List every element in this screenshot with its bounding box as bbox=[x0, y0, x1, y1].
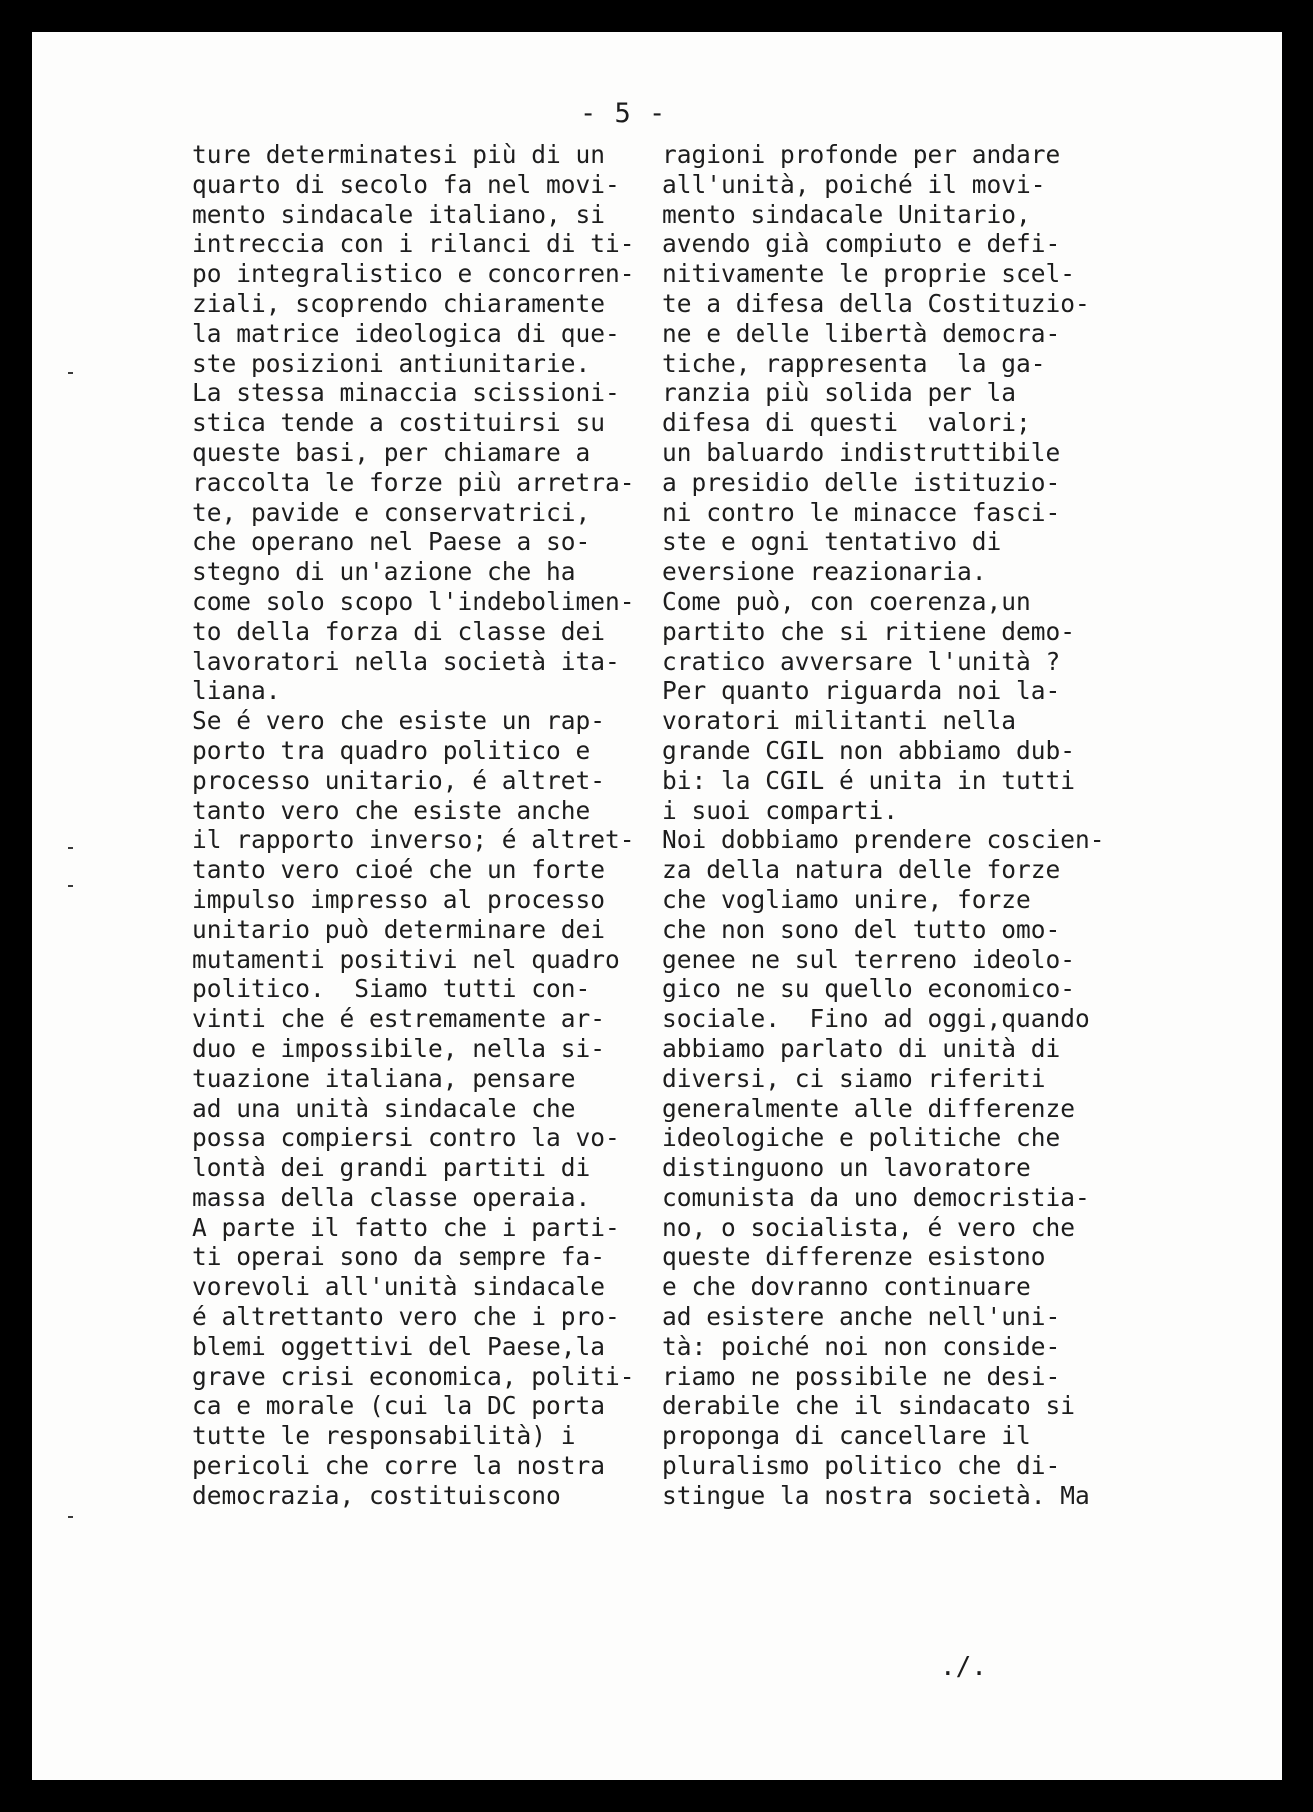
text-line: gico ne su quello economico- bbox=[662, 974, 1076, 1004]
text-line: tanto vero che esiste anche bbox=[192, 795, 591, 825]
text-line: che operano nel Paese a so- bbox=[192, 527, 591, 557]
text-line: te a difesa della Costituzio- bbox=[662, 288, 1090, 318]
continuation-mark: ./. bbox=[940, 1652, 987, 1682]
text-line: pluralismo politico che di- bbox=[662, 1451, 1061, 1481]
text-line: vinti che é estremamente ar- bbox=[192, 1004, 606, 1034]
text-line: tanto vero cioé che un forte bbox=[192, 855, 606, 885]
text-line: mento sindacale Unitario, bbox=[662, 199, 1031, 229]
text-line: Se é vero che esiste un rap- bbox=[192, 706, 606, 736]
text-line: intreccia con i rilanci di ti- bbox=[192, 229, 635, 259]
text-line: Per quanto riguarda noi la- bbox=[662, 676, 1061, 706]
text-line: impulso impresso al processo bbox=[192, 884, 606, 914]
text-line: za della natura delle forze bbox=[662, 855, 1061, 885]
text-line: partito che si ritiene demo- bbox=[662, 616, 1076, 646]
text-line: unitario può determinare dei bbox=[192, 914, 606, 944]
text-line: liana. bbox=[192, 676, 281, 706]
text-line: tuazione italiana, pensare bbox=[192, 1063, 576, 1093]
text-line: no, o socialista, é vero che bbox=[662, 1212, 1076, 1242]
text-line: i suoi comparti. bbox=[662, 795, 899, 825]
text-line: genee ne sul terreno ideolo- bbox=[662, 944, 1076, 974]
text-line: ideologiche e politiche che bbox=[662, 1123, 1061, 1153]
text-line: proponga di cancellare il bbox=[662, 1421, 1031, 1451]
text-line: generalmente alle differenze bbox=[662, 1093, 1076, 1123]
text-line: un baluardo indistruttibile bbox=[662, 437, 1061, 467]
page-number: - 5 - bbox=[580, 98, 667, 129]
text-line: comunista da uno democristia- bbox=[662, 1182, 1090, 1212]
text-line: tiche, rappresenta la ga- bbox=[662, 348, 1046, 378]
text-line: distinguono un lavoratore bbox=[662, 1153, 1031, 1183]
text-line: che vogliamo unire, forze bbox=[662, 884, 1031, 914]
text-line: avendo già compiuto e defi- bbox=[662, 229, 1061, 259]
text-line: pericoli che corre la nostra bbox=[192, 1451, 606, 1481]
margin-tick bbox=[68, 847, 73, 849]
text-line: come solo scopo l'indebolimen- bbox=[192, 586, 635, 616]
text-line: ste e ogni tentativo di bbox=[662, 527, 1002, 557]
text-line: po integralistico e concorren- bbox=[192, 259, 635, 289]
text-line: difesa di questi valori; bbox=[662, 408, 1031, 438]
text-line: porto tra quadro politico e bbox=[192, 735, 591, 765]
text-line: Come può, con coerenza,un bbox=[662, 586, 1031, 616]
text-line: tà: poiché noi non conside- bbox=[662, 1331, 1061, 1361]
text-line: to della forza di classe dei bbox=[192, 616, 606, 646]
text-line: abbiamo parlato di unità di bbox=[662, 1033, 1061, 1063]
margin-tick bbox=[68, 1516, 73, 1518]
text-line: quarto di secolo fa nel movi- bbox=[192, 169, 620, 199]
text-line: queste basi, per chiamare a bbox=[192, 437, 591, 467]
text-line: ste posizioni antiunitarie. bbox=[192, 348, 591, 378]
text-line: La stessa minaccia scissioni- bbox=[192, 378, 620, 408]
text-line: mento sindacale italiano, si bbox=[192, 199, 606, 229]
text-line: ad esistere anche nell'uni- bbox=[662, 1302, 1061, 1332]
margin-tick bbox=[68, 885, 73, 887]
text-line: mutamenti positivi nel quadro bbox=[192, 944, 620, 974]
text-line: raccolta le forze più arretra- bbox=[192, 467, 635, 497]
text-line: stegno di un'azione che ha bbox=[192, 557, 576, 587]
text-line: duo e impossibile, nella si- bbox=[192, 1033, 606, 1063]
text-line: ziali, scoprendo chiaramente bbox=[192, 288, 606, 318]
text-line: a presidio delle istituzio- bbox=[662, 467, 1061, 497]
text-line: ti operai sono da sempre fa- bbox=[192, 1242, 606, 1272]
text-line: democrazia, costituiscono bbox=[192, 1480, 561, 1510]
text-line: possa compiersi contro la vo- bbox=[192, 1123, 620, 1153]
text-line: stingue la nostra società. Ma bbox=[662, 1480, 1090, 1510]
text-column-right bbox=[662, 140, 1105, 1511]
text-line: all'unità, poiché il movi- bbox=[662, 169, 1046, 199]
text-line: grande CGIL non abbiamo dub- bbox=[662, 735, 1076, 765]
text-line: cratico avversare l'unità ? bbox=[662, 646, 1061, 676]
text-line: politico. Siamo tutti con- bbox=[192, 974, 591, 1004]
text-line: Noi dobbiamo prendere coscien- bbox=[662, 825, 1105, 855]
margin-tick bbox=[68, 372, 73, 374]
text-line: diversi, ci siamo riferiti bbox=[662, 1063, 1046, 1093]
text-line: e che dovranno continuare bbox=[662, 1272, 1031, 1302]
text-line: massa della classe operaia. bbox=[192, 1182, 591, 1212]
text-line: ni contro le minacce fasci- bbox=[662, 497, 1061, 527]
text-line: lavoratori nella società ita- bbox=[192, 646, 620, 676]
text-line: ad una unità sindacale che bbox=[192, 1093, 576, 1123]
text-line: voratori militanti nella bbox=[662, 706, 1017, 736]
text-line: é altrettanto vero che i pro- bbox=[192, 1302, 620, 1332]
text-line: riamo ne possibile ne desi- bbox=[662, 1361, 1061, 1391]
text-line: il rapporto inverso; é altret- bbox=[192, 825, 635, 855]
text-line: sociale. Fino ad oggi,quando bbox=[662, 1004, 1090, 1034]
text-line: ranzia più solida per la bbox=[662, 378, 1017, 408]
text-line: grave crisi economica, politi- bbox=[192, 1361, 635, 1391]
text-line: che non sono del tutto omo- bbox=[662, 914, 1061, 944]
text-line: derabile che il sindacato si bbox=[662, 1391, 1076, 1421]
text-line: la matrice ideologica di que- bbox=[192, 318, 620, 348]
text-line: nitivamente le proprie scel- bbox=[662, 259, 1076, 289]
text-line: vorevoli all'unità sindacale bbox=[192, 1272, 606, 1302]
text-line: queste differenze esistono bbox=[662, 1242, 1046, 1272]
text-line: processo unitario, é altret- bbox=[192, 765, 606, 795]
text-line: A parte il fatto che i parti- bbox=[192, 1212, 620, 1242]
text-line: ragioni profonde per andare bbox=[662, 140, 1061, 169]
text-line: lontà dei grandi partiti di bbox=[192, 1153, 591, 1183]
text-line: ture determinatesi più di un bbox=[192, 140, 606, 169]
text-line: blemi oggettivi del Paese,la bbox=[192, 1331, 606, 1361]
text-line: ca e morale (cui la DC porta bbox=[192, 1391, 606, 1421]
text-line: bi: la CGIL é unita in tutti bbox=[662, 765, 1076, 795]
text-line: tutte le responsabilità) i bbox=[192, 1421, 576, 1451]
text-line: eversione reazionaria. bbox=[662, 557, 987, 587]
text-line: ne e delle libertà democra- bbox=[662, 318, 1061, 348]
text-line: te, pavide e conservatrici, bbox=[192, 497, 591, 527]
text-line: stica tende a costituirsi su bbox=[192, 408, 606, 438]
text-column-left bbox=[192, 140, 635, 1511]
